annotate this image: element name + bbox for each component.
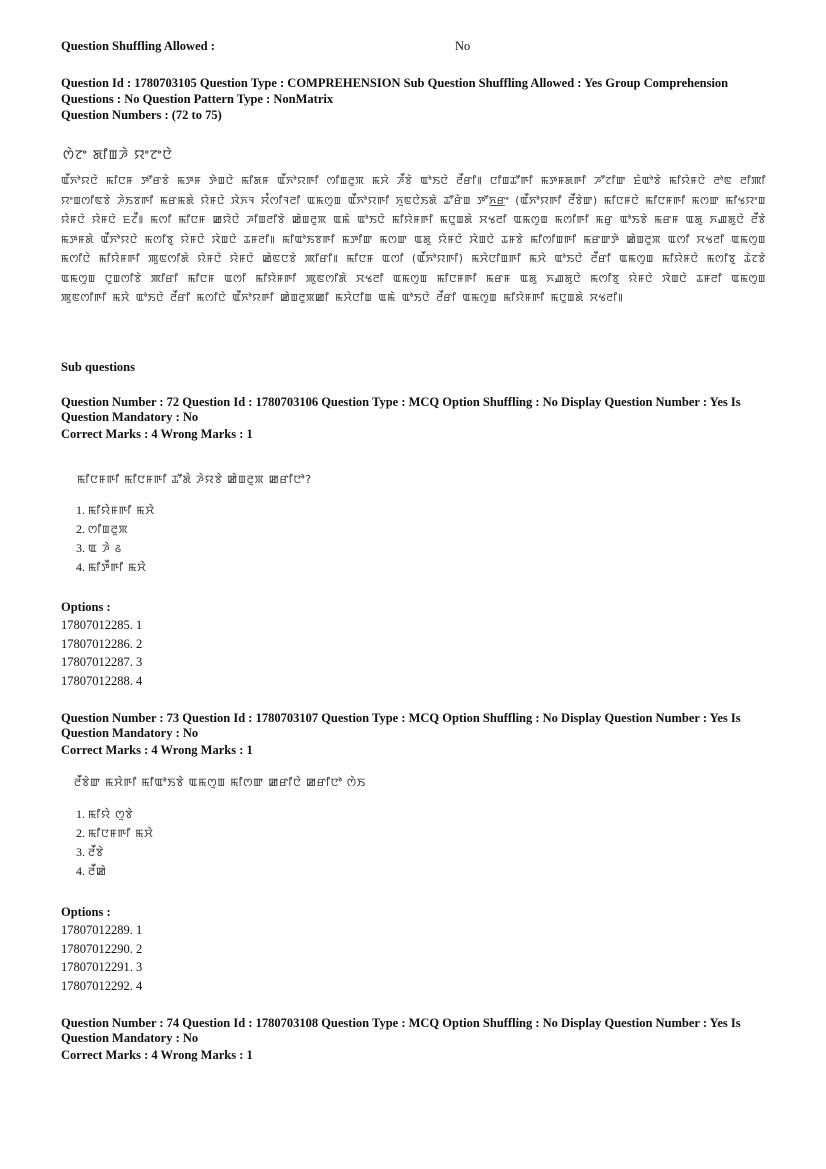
q72-choice: 4. ꯃꯤꯇꯩꯒꯤ ꯃꯆꯥ xyxy=(76,560,147,574)
q74-meta-line1: Question Number : 74 Question Id : 1780703108 Question Type : MCQ Option Shuffling : No Display Question Number : Yes Is xyxy=(61,1016,741,1030)
option-id: 17807012289. 1 xyxy=(61,923,143,937)
q72-option-ids xyxy=(61,616,142,691)
option-id: 17807012291. 3 xyxy=(61,960,143,975)
q73-choice: 2. ꯃꯤꯅꯝꯒꯤ ꯃꯆꯥ xyxy=(76,826,154,840)
q72-marks: Correct Marks : 4 Wrong Marks : 1 xyxy=(61,427,253,441)
option-id: 17807012285. 1 xyxy=(61,618,143,632)
q73-marks: Correct Marks : 4 Wrong Marks : 1 xyxy=(61,743,253,757)
shuffling-label: Question Shuffling Allowed : xyxy=(61,39,215,53)
q72-choice: 3. ꯑ ꯍꯥ ꯴ xyxy=(76,541,122,555)
q72-meta-line1: Question Number : 72 Question Id : 1780703106 Question Type : MCQ Option Shuffling : No Display Question Number : Yes Is xyxy=(61,395,741,409)
option-id: 17807012287. 3 xyxy=(61,655,143,670)
option-id: 17807012290. 2 xyxy=(61,941,143,956)
comprehension-meta-line1: Question Id : 1780703105 Question Type : COMPREHENSION Sub Question Shuffling Allowed : Yes Group Comprehension xyxy=(61,76,729,90)
q73-options-label: Options : xyxy=(61,905,111,919)
q73-meta-line1: Question Number : 73 Question Id : 1780703107 Question Type : MCQ Option Shuffling : No Display Question Number : Yes Is xyxy=(61,711,741,725)
option-id: 17807012288. 4 xyxy=(61,674,143,689)
q72-stem: ꯃꯤꯅꯝꯒꯤ ꯃꯤꯅꯝꯒꯤ ꯊꯧꯗꯥ ꯍꯥꯌꯕꯥ ꯀꯥꯡꯂꯨꯞ ꯀꯔꯤꯅꯣ? xyxy=(77,473,312,486)
shuffling-value: No xyxy=(455,39,471,53)
q73-choice-list xyxy=(76,805,154,881)
q72-options-label: Options : xyxy=(61,600,111,614)
q72-choice-list xyxy=(76,501,155,577)
q73-choice: 1. ꯃꯤꯌꯥ ꯁꯨꯕꯥ xyxy=(76,807,134,821)
q72-choice: 2. ꯁꯤꯡꯂꯨꯞ xyxy=(76,522,129,536)
q73-choice: 4. ꯂꯩꯀꯥ xyxy=(76,864,107,878)
q74-meta-line2: Question Mandatory : No xyxy=(61,1031,199,1045)
sub-questions-label: Sub questions xyxy=(61,360,135,374)
passage-text: ꯑꯩꯈꯣꯌꯅꯥ ꯃꯤꯅꯝ ꯇꯧꯔꯕꯥ ꯃꯇꯝ ꯇꯥꯡꯅꯥ ꯃꯤꯗꯝ ꯑꯩꯈꯣꯌꯒꯤ ꯁꯤꯡꯂꯨꯞ ꯃꯆꯥ ꯍꯩꯕꯥ ꯑꯣꯏꯅꯥ ꯂꯩꯔꯤ꯫ ꯅꯤꯡꯊꯧꯒꯤ ꯃꯇꯝꯗꯒꯤ ꯍꯧꯖꯤꯛ ꯐꯥꯑꯣꯕꯥ ꯃꯤꯌꯥꯝꯅꯥ ꯂꯣꯟ ꯂꯤꯄꯤ ꯌꯦꯡꯁꯤꯟꯕꯥ ꯍꯥꯏꯕꯒꯤ ꯃꯔꯃꯗꯥ ꯌꯥꯝꯅꯥ ꯋꯥꯈꯜ ꯆꯪꯁꯤꯜꯂꯤ ꯑꯃꯁꯨꯡ ꯑꯩꯈꯣꯌꯒꯤ ꯈꯨꯟꯅꯥꯏꯗꯥ ꯊꯧꯔꯥꯡ ꯇꯧꯈ꯭ꯔꯦ (ꯑꯩꯈꯣꯌꯒꯤ ꯂꯩꯕꯥꯛ) ꯃꯤꯅꯝꯅꯥ ꯃꯤꯅꯝꯒꯤ ꯃꯁꯛ ꯃꯤꯠꯌꯦꯡ ꯌꯥꯝꯅꯥ ꯌꯥꯝꯅꯥ ꯐꯖꯩ꯫ ꯃꯁꯤ ꯃꯤꯅꯝ ꯀꯌꯥꯅꯥ ꯍꯤꯡꯂꯤꯕꯥ ꯀꯥꯡꯂꯨꯞ ꯑꯃꯥ ꯑꯣꯏꯅꯥ ꯃꯤꯌꯥꯝꯒꯤ ꯃꯅꯨꯡꯗꯥ ꯆꯠꯂꯤ ꯑꯃꯁꯨꯡ ꯃꯁꯤꯒꯤ ꯃꯔꯨ ꯑꯣꯏꯕꯥ ꯃꯔꯝ ꯑꯗꯨ ꯈꯉꯗꯨꯅꯥ ꯂꯩꯕꯥ ꯃꯇꯝꯗꯥ ꯑꯩꯈꯣꯌꯅꯥ ꯃꯁꯤꯕꯨ ꯌꯥꯝꯅꯥ ꯋꯥꯡꯅꯥ ꯊꯝꯂꯤ꯫ ꯃꯤꯑꯣꯏꯕꯒꯤ ꯃꯇꯤꯛ ꯃꯁꯛ ꯑꯗꯨ ꯌꯥꯝꯅꯥ ꯋꯥꯡꯅꯥ ꯊꯝꯕꯥ ꯃꯤꯁꯤꯡꯒꯤ ꯃꯔꯛꯇꯥ ꯀꯥꯡꯂꯨꯞ ꯑꯁꯤ ꯆꯠꯂꯤ ꯑꯃꯁꯨꯡ ꯃꯁꯤꯅꯥ ꯃꯤꯌꯥꯝꯒꯤ ꯄꯨꯟꯁꯤꯗꯥ ꯌꯥꯝꯅꯥ ꯌꯥꯝꯅꯥ ꯀꯥꯟꯅꯕꯥ ꯄꯤꯔꯤ꯫ ꯃꯤꯅꯝ ꯑꯁꯤ (ꯑꯩꯈꯣꯌꯒꯤ) ꯃꯆꯥꯅꯤꯡꯒꯤ ꯃꯆꯥ ꯑꯣꯏꯅꯥ ꯂꯩꯔꯤ ꯑꯃꯁꯨꯡ ꯃꯤꯌꯥꯝꯅꯥ ꯃꯁꯤꯕꯨ ꯊꯥꯖꯕꯥ ꯑꯃꯁꯨꯡ ꯅꯨꯡꯁꯤꯕꯥ ꯄꯤꯔꯤ ꯃꯤꯅꯝ ꯑꯁꯤ ꯃꯤꯌꯥꯝꯒꯤ ꯄꯨꯟꯁꯤꯗꯥ ꯆꯠꯂꯤ ꯑꯃꯁꯨꯡ ꯃꯤꯅꯝꯒꯤ ꯃꯔꯝ ꯑꯗꯨ ꯈꯉꯗꯨꯅꯥ ꯃꯁꯤꯕꯨ ꯌꯥꯝꯅꯥ ꯋꯥꯡꯅꯥ ꯊꯝꯂꯤ ꯑꯃꯁꯨꯡ ꯄꯨꯟꯁꯤꯒꯤ ꯃꯆꯥ ꯑꯣꯏꯅꯥ ꯂꯩꯔꯤ ꯃꯁꯤꯅꯥ ꯑꯩꯈꯣꯌꯒꯤ ꯀꯥꯡꯂꯨꯞꯀꯤ ꯃꯆꯥꯅꯤꯡ ꯑꯃꯥ ꯑꯣꯏꯅꯥ ꯂꯩꯔꯤ ꯑꯃꯁꯨꯡ ꯃꯤꯌꯥꯝꯒꯤ ꯃꯅꯨꯡꯗꯥ ꯆꯠꯂꯤ꯫ xyxy=(61,175,766,304)
q72-choice: 1. ꯃꯤꯌꯥꯝꯒꯤ ꯃꯆꯥ xyxy=(76,503,155,517)
comprehension-question-numbers: Question Numbers : (72 to 75) xyxy=(61,108,222,122)
option-id: 17807012292. 4 xyxy=(61,979,143,994)
q73-choice: 3. ꯂꯩꯕꯥ xyxy=(76,845,105,859)
q74-marks: Correct Marks : 4 Wrong Marks : 1 xyxy=(61,1048,253,1062)
q73-option-ids xyxy=(61,921,142,996)
q73-stem: ꯂꯩꯕꯥꯛ ꯃꯆꯥꯒꯤ ꯃꯤꯑꯣꯏꯕꯥ ꯑꯃꯁꯨꯡ ꯃꯤꯁꯛ ꯀꯔꯤꯅꯥ ꯀꯔꯤꯅꯣ ꯁꯥꯏ xyxy=(74,776,366,789)
option-id: 17807012286. 2 xyxy=(61,636,143,651)
passage-title: ꯁꯥꯖꯦ ꯗꯤꯡꯍꯥ ꯌꯦꯖꯦꯅꯥ xyxy=(63,148,173,163)
comprehension-meta-line2: Questions : No Question Pattern Type : NonMatrix xyxy=(61,92,334,106)
q72-meta-line2: Question Mandatory : No xyxy=(61,410,199,424)
q73-meta-line2: Question Mandatory : No xyxy=(61,726,199,740)
